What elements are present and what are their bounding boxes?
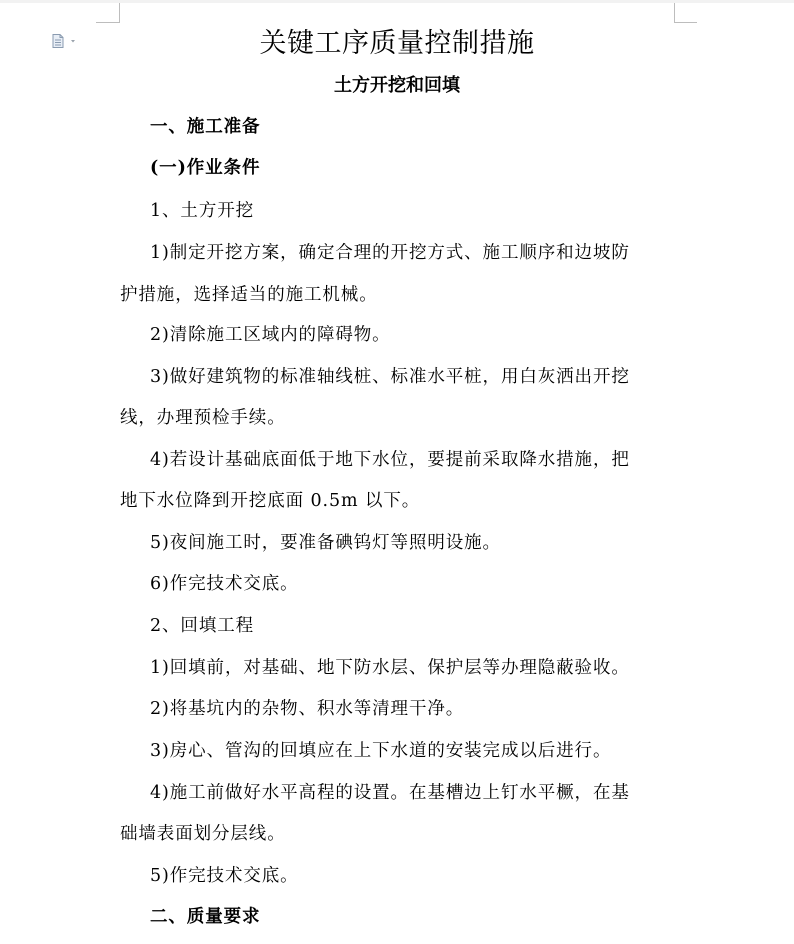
paragraph-line: 础墙表面划分层线。	[120, 824, 286, 844]
section-heading: 一、施工准备	[150, 117, 261, 137]
paragraph-line: 5)夜间施工时，要准备碘钨灯等照明设施。	[150, 533, 501, 553]
crop-mark-top-right	[674, 3, 697, 23]
paragraph-line: 4)若设计基础底面低于地下水位，要提前采取降水措施，把	[150, 450, 630, 470]
section-heading: 二、质量要求	[150, 907, 261, 927]
paragraph-line: 地下水位降到开挖底面 0.5m 以下。	[120, 491, 421, 511]
paragraph-line: 2)将基坑内的杂物、积水等清理干净。	[150, 699, 465, 719]
document-subtitle: 土方开挖和回填	[334, 75, 460, 96]
subsection-heading: (一)作业条件	[150, 158, 261, 178]
document-title: 关键工序质量控制措施	[259, 28, 535, 59]
paragraph-line: 线，办理预检手续。	[120, 408, 286, 428]
paragraph-line: 1)回填前，对基础、地下防水层、保护层等办理隐蔽验收。	[150, 658, 630, 678]
paragraph-line: 1)制定开挖方案，确定合理的开挖方式、施工顺序和边坡防	[150, 243, 630, 263]
paragraph-line: 护措施，选择适当的施工机械。	[120, 285, 378, 305]
paragraph-line: 4)施工前做好水平高程的设置。在基槽边上钉水平橛，在基	[150, 783, 630, 803]
paragraph-line: 3)做好建筑物的标准轴线桩、标准水平桩，用白灰洒出开挖	[150, 367, 630, 387]
paragraph-line: 6)作完技术交底。	[150, 574, 299, 594]
paragraph-line: 3)房心、管沟的回填应在上下水道的安装完成以后进行。	[150, 741, 612, 761]
item-heading: 1、土方开挖	[150, 201, 255, 221]
paragraph-line: 5)作完技术交底。	[150, 866, 299, 886]
paragraph-line: 2)清除施工区域内的障碍物。	[150, 325, 391, 345]
item-heading: 2、回填工程	[150, 616, 255, 636]
crop-mark-top-left	[96, 3, 120, 23]
